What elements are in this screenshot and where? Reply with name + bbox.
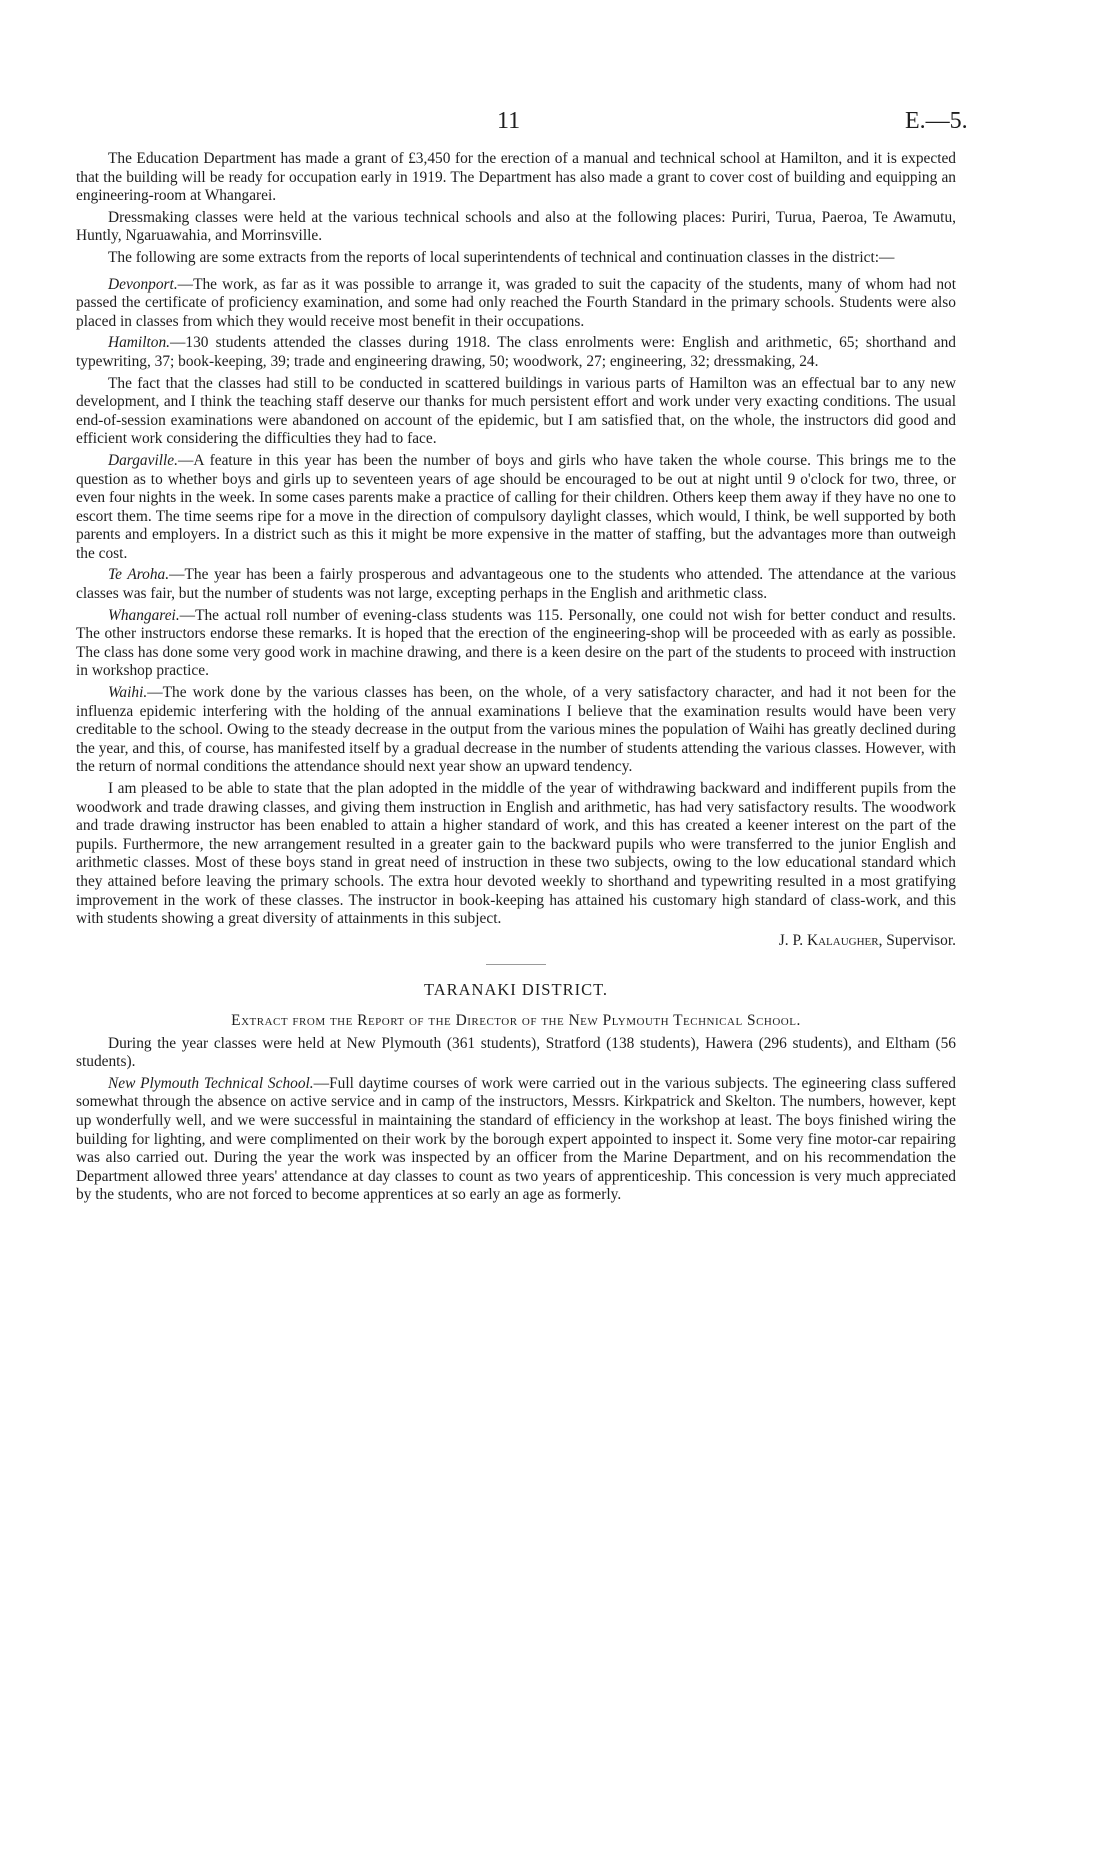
te-aroha-heading: Te Aroha.: [108, 566, 170, 584]
devonport-heading: Devonport.: [108, 275, 178, 293]
signature-surname: Kalaugher: [807, 931, 879, 949]
section-divider: [486, 964, 546, 965]
report-extract-heading: Extract from the Report of the Director of the New Plymouth Technical School.: [231, 1011, 801, 1029]
supervisor-signature: [76, 932, 956, 951]
signature-initials: J. P.: [778, 931, 807, 949]
extracts-intro-paragraph: The following are some extracts from the reports of local superintendents of technical and continuation classes in the district:—: [108, 248, 895, 266]
hamilton-heading: Hamilton.: [108, 334, 170, 352]
intro-paragraph: The Education Department has made a grant of £3,450 for the erection of a manual and technical school at Hamilton, and it is expected that the building will be ready for occupation early in 1919. The Department has also made a grant to cover cost of building and equipping an engineering-room at Whangarei.: [76, 150, 956, 205]
devonport-text: —The work, as far as it was possible to arrange it, was graded to suit the capacity of the students, many of whom had not passed the certificate of proficiency examination, and some had only reached the Fourth Standard in the primary schools. Students were also placed in classes from which they would receive most benefit in their occupations.: [76, 275, 956, 330]
waihi-paragraph-2: I am pleased to be able to state that the plan adopted in the middle of the year of withdrawing backward and indifferent pupils from the woodwork and trade drawing classes, and giving them instruction in English and arithmetic, has had very satisfactory results. The woodwork and trade drawing instructor has been enabled to attain a higher standard of work, and this has created a keener interest on the part of the pupils. Furthermore, the new arrangement resulted in a greater gain to the backward pupils who were transferred to the junior English and arithmetic classes. Most of these boys stand in great need of instruction in these two subjects, owing to the low educational standard which they attained before leaving the primary schools. The extra hour devoted weekly to shorthand and typewriting resulted in a most gratifying improvement in the work of these classes. The instructor in book-keeping has attained his customary high standard of class-work, and this with students showing a great diversity of attainments in this subject.: [76, 780, 956, 928]
new-plymouth-paragraph: [76, 1075, 956, 1205]
new-plymouth-heading: New Plymouth Technical School.: [108, 1074, 314, 1092]
dargaville-paragraph: [76, 452, 956, 564]
hamilton-paragraph: [76, 334, 956, 371]
waihi-paragraph: [76, 684, 956, 777]
hamilton-text: —130 students attended the classes during 1918. The class enrolments were: English and arithmetic, 65; shorthand and typewriting, 37; book-keeping, 39; trade and engineering drawing, 50; woodwork, 27; engineering, 32; dressmaking, 24.: [76, 334, 956, 370]
taranaki-heading: TARANAKI DISTRICT.: [423, 980, 609, 1000]
waihi-heading: Waihi.: [108, 684, 148, 702]
dargaville-heading: Dargaville.: [108, 451, 178, 469]
taranaki-classes-paragraph: During the year classes were held at New Plymouth (361 students), Stratford (138 students), Hawera (296 students), and Eltham (56 students).: [76, 1034, 956, 1071]
devonport-paragraph: [76, 276, 956, 332]
waihi-text: —The work done by the various classes has been, on the whole, of a very satisfactory character, and had it not been for the influenza epidemic interfering with the holding of the annual examinations I believe that the examination results would have been very creditable to the school. Owing to the steady decrease in the output from the various mines the population of Waihi has greatly declined during the year, and this, of course, has manifested itself by a gradual decrease in the number of students attending the various classes. However, with the return of normal conditions the attendance should next year show an upward tendency.: [76, 684, 956, 776]
page-number: 11: [497, 108, 521, 134]
whangarei-text: —The actual roll number of evening-class students was 115. Personally, one could not wish for better conduct and results. The other instructors endorse these remarks. It is hoped that the erection of the engineering-shop will be proceeded with as early as possible. The class has done some very good work in machine drawing, and there is a keen desire on the part of the students to proceed with instruction in workshop practice.: [76, 606, 956, 680]
page-body: [76, 150, 956, 1208]
te-aroha-paragraph: [76, 566, 956, 603]
whangarei-paragraph: [76, 607, 956, 681]
new-plymouth-text: —Full daytime courses of work were carried out in the various subjects. The egineering class suffered somewhat through the absence on active service and in camp of the instructors, Messrs. Kirkpatrick and Skelton. The numbers, however, kept up wonderfully well, and we were successful in maintaining the standard of efficiency in the workshop at least. The boys finished wiring the building for lighting, and were complimented on their work by the borough expert appointed to inspect it. Some very fine motor-car repairing was also carried out. During the year the work was inspected by an officer from the Marine Department, and on his recommendation the Department allowed three years' attendance at day classes to count as two years of apprenticeship. This concession is very much appreciated by the students, who are not forced to become apprentices at so early an age as formerly.: [76, 1074, 956, 1204]
hamilton-paragraph-2: The fact that the classes had still to be conducted in scattered buildings in various parts of Hamilton was an effectual bar to any new development, and I think the teaching staff deserve our thanks for much persistent effort and work under very exacting conditions. The usual end-of-session examinations were abandoned on account of the epidemic, but I am satisfied that, on the whole, the instructors did good and efficient work considering the difficulties they had to face.: [76, 374, 956, 448]
dressmaking-paragraph: Dressmaking classes were held at the various technical schools and also at the following places: Puriri, Turua, Paeroa, Te Awamutu, Huntly, Ngaruawahia, and Morrinsville.: [76, 208, 956, 245]
page-reference: E.—5.: [905, 108, 968, 134]
signature-title: , Supervisor.: [878, 931, 956, 949]
whangarei-heading: Whangarei.: [108, 606, 180, 624]
te-aroha-text: —The year has been a fairly prosperous and advantageous one to the students who attended. The attendance at the various classes was fair, but the number of students was not large, excepting perhaps in the English and arithmetic class.: [76, 566, 956, 603]
dargaville-text: —A feature in this year has been the number of boys and girls who have taken the whole course. This brings me to the question as to whether boys and girls up to seventeen years of age should be encouraged to be out at night until 9 o'clock for two, three, or even four nights in the week. In some cases parents make a practice of calling for their children. Others keep them away if they have no one to escort them. The time seems ripe for a move in the direction of compulsory daylight classes, which would, I think, be well supported by both parents and employers. In a district such as this it might be more expensive in the matter of staffing, but the advantages more than outweigh the cost.: [76, 451, 956, 562]
